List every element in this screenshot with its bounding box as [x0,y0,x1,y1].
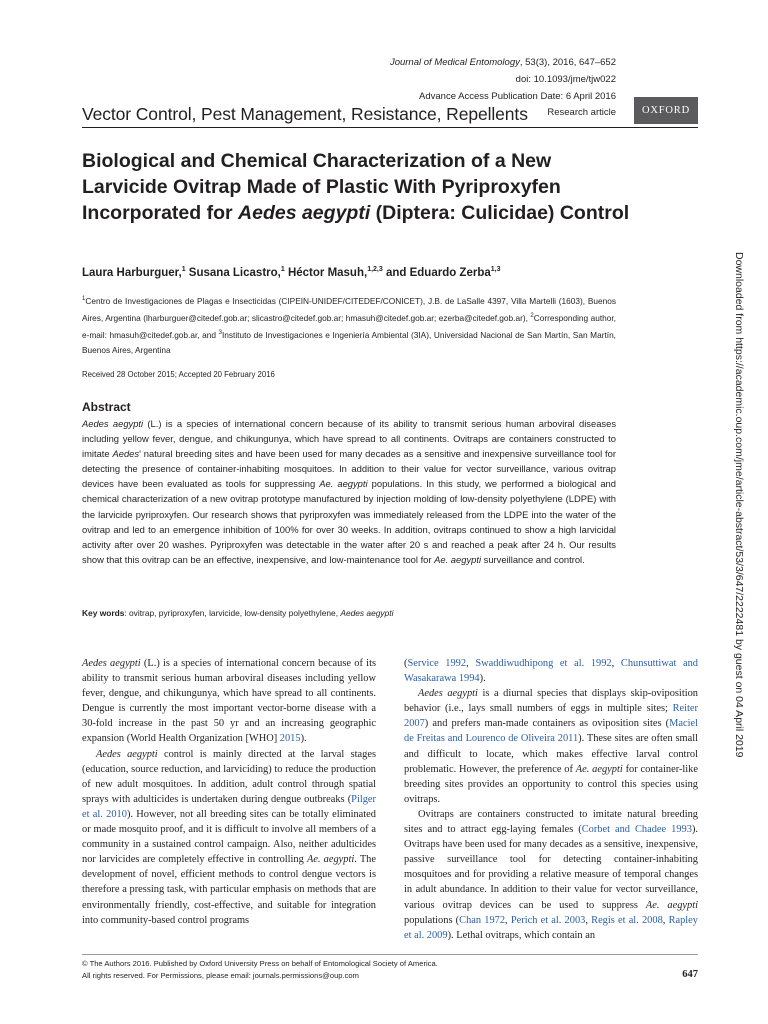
citation-link[interactable]: Swaddiwudhipong et al. 1992 [475,658,612,669]
keywords: Key words: ovitrap, pyriproxyfen, larvicide, low-density polyethylene, Aedes aegypti [82,608,394,618]
citation-link[interactable]: Corbet and Chadee 1993 [581,824,692,836]
received-accepted-dates: Received 28 October 2015; Accepted 20 February 2016 [82,370,275,379]
title-text-end: (Diptera: Culicidae) Control [370,202,630,224]
citation-link[interactable]: 2015 [279,733,301,745]
advance-access-date: Advance Access Publication Date: 6 April 2016 [419,91,616,102]
citation-link[interactable]: Pilger et al. 2010 [82,793,376,820]
copyright-notice: © The Authors 2016. Published by Oxford University Press on behalf of Entomological Society of America. [82,959,438,968]
author[interactable]: Laura Harburguer,$^1$ [82,266,186,279]
body-column-left [82,656,376,928]
footer-rule [82,954,698,955]
permissions-notice: All rights reserved. For Permissions, please email: journals.permissions@oup.com [82,971,359,980]
download-watermark [731,252,749,792]
journal-section: Vector Control, Pest Management, Resistance, Repellents [82,104,528,124]
author-list [82,266,501,279]
citation-link[interactable]: Chan 1972 [459,914,506,926]
download-watermark-text[interactable]: Downloaded from https://academic.oup.com/jme/article-abstract/53/3/647/2222481 by guest on 04 April 2019 [733,252,745,758]
keywords-label: Key words [82,608,125,618]
citation-link[interactable]: Reiter 2007 [404,703,698,730]
citation-link[interactable]: Rapley et al. 2009 [404,914,698,941]
journal-volume-pages: , 53(3), 2016, 647–652 [519,57,616,68]
citation-link[interactable]: Regis et al. 2008 [591,914,663,926]
article-title [82,148,642,226]
author[interactable]: Héctor Masuh,$^{1,2,3}$ [284,266,383,279]
abstract-text: Aedes aegypti (L.) is a species of international concern because of its ability to transmit serious human arboviral diseases including yellow fever, dengue, and chikungunya, which have spread to all continents. Ovitraps are containers constructed to imitate Aedes' natural breeding sites and have been used for many decades as a sensitive and inexpensive surveillance tool for detecting the presence of container-inhabiting mosquitoes. In addition to their value for vector surveillance, various ovitrap devices have been evaluated as tools for suppressing Ae. aegypti populations. In this study, we performed a biological and chemical characterization of a new ovitrap prototype manufactured by injection molding of low-density polyethylene (LDPE) with the larvicide pyriproxyfen. Our research shows that pyriproxyfen was immediately released from the LDPE into the water of the ovitrap and led to an emergence inhibition of 100% for over 30 weeks. In addition, ovitraps continued to show a high larvicidal activity after over 20 washes. Pyriproxyfen was detectable in the water after 20 s and reached a peak after 24 h. Our results show that this ovitrap can be an effective, inexpensive, and low-maintenance tool for Ae. aegypti surveillance and control. [82,418,617,565]
abstract-heading: Abstract [82,400,131,414]
citation-link[interactable]: Chunsuttiwat and Wasakarawa 1994 [404,658,698,685]
paragraph: Aedes aegypti (L.) is a species of international concern because of its ability to transmit serious human arboviral diseases including yellow fever, dengue, and chikungunya, which have spread to all continents. Dengue is currently the most important vector-borne disease with a 30-fold increase in the past 50 yr and an increasing geographic expansion (World Health Organization [WHO] 2015). [82,658,376,745]
citation-link[interactable]: Maciel de Freitas and Lourenco de Oliveira 2011 [404,718,698,745]
paragraph: (Service 1992, Swaddiwudhipong et al. 1992, Chunsuttiwat and Wasakarawa 1994). [404,658,698,685]
citation-link[interactable]: Service 1992 [407,658,467,669]
title-text: Biological and Chemical Characterization of a New Larvicide Ovitrap Made of Plastic With Pyriproxyfen Incorporated for [82,150,561,224]
page-number: 647 [682,969,698,980]
title-species: Aedes aegypti [238,202,371,224]
journal-name: Journal of Medical Entomology [389,57,520,68]
paragraph: Aedes aegypti control is mainly directed at the larval stages (education, source reduction, and larviciding) to reduce the production of new adult mosquitoes. In addition, adult control through spatial sprays with adulticides is undertaken during dengue outbreaks (Pilger et al. 2010). However, not all breeding sites can be totally eliminated or made mosquito proof, and it is difficult to involve all members of a community in a sustained control campaign. Also, neither adulticides nor larvicides are completely effective in controlling Ae. aegypti. The development of novel, efficient methods to control dengue vectors is therefore a pressing task, with particular emphasis on methods that are environmentally friendly, cost-effective, and suitable for integration into community-based control programs [82,748,377,926]
article-type: Research article [547,107,616,118]
paragraph: Ovitraps are containers constructed to imitate natural breeding sites and to attract egg-laying females (Corbet and Chadee 1993). Ovitraps have been used for many decades as a sensitive, inexpensive, passive surveillance tool for detecting container-inhabiting mosquitoes and for providing a relative measure of temporal changes in adult abundance. In addition to their value for vector surveillance, various ovitrap devices can be used to suppress Ae. aegypti populations (Chan 1972, Perich et al. 2003, Regis et al. 2008, Rapley et al. 2009). Lethal ovitraps, which contain an [404,808,698,941]
oxford-logo: OXFORD [634,97,698,124]
header-rule [82,127,698,128]
doi[interactable]: doi: 10.1093/jme/tjw022 [515,74,616,85]
author[interactable]: and Eduardo Zerba$^{1,3}$ [382,266,501,279]
author[interactable]: Susana Licastro,$^1$ [185,266,285,279]
body-column-right [404,656,698,943]
citation-link[interactable]: Perich et al. 2003 [510,914,586,926]
affiliations: $^1$Centro de Investigaciones de Plagas e Insecticidas (CIPEIN-UNIDEF/CITEDEF/CONICET), J.B. de LaSalle 4397, Villa Martelli (1603), Buenos Aires, Argentina (lharburguer@citedef.gob.ar; slicastro@citedef.gob.ar; hmasuh@citedef.gob.ar; ezerba@citedef.gob.ar), $^2$Corresponding author, e-mail: hmasuh@citedef.gob.ar, and $^3$Instituto de Investigaciones e Ingeniería Ambiental (3IA), Universidad Nacional de San Martín, San Martín, Buenos Aires, Argentina [82,295,616,355]
journal-citation [256,55,616,70]
paragraph: Aedes aegypti is a diurnal species that displays skip-oviposition behavior (i.e., lays small numbers of eggs in multiple sites; Reiter 2007) and prefers man-made containers as oviposition sites (Maciel de Freitas and Lourenco de Oliveira 2011). These sites are often small and difficult to locate, which makes effective larval control problematic. However, the preference of Ae. aegypti for container-like breeding sites provides an opportunity to control this species using ovitraps. [404,688,698,805]
